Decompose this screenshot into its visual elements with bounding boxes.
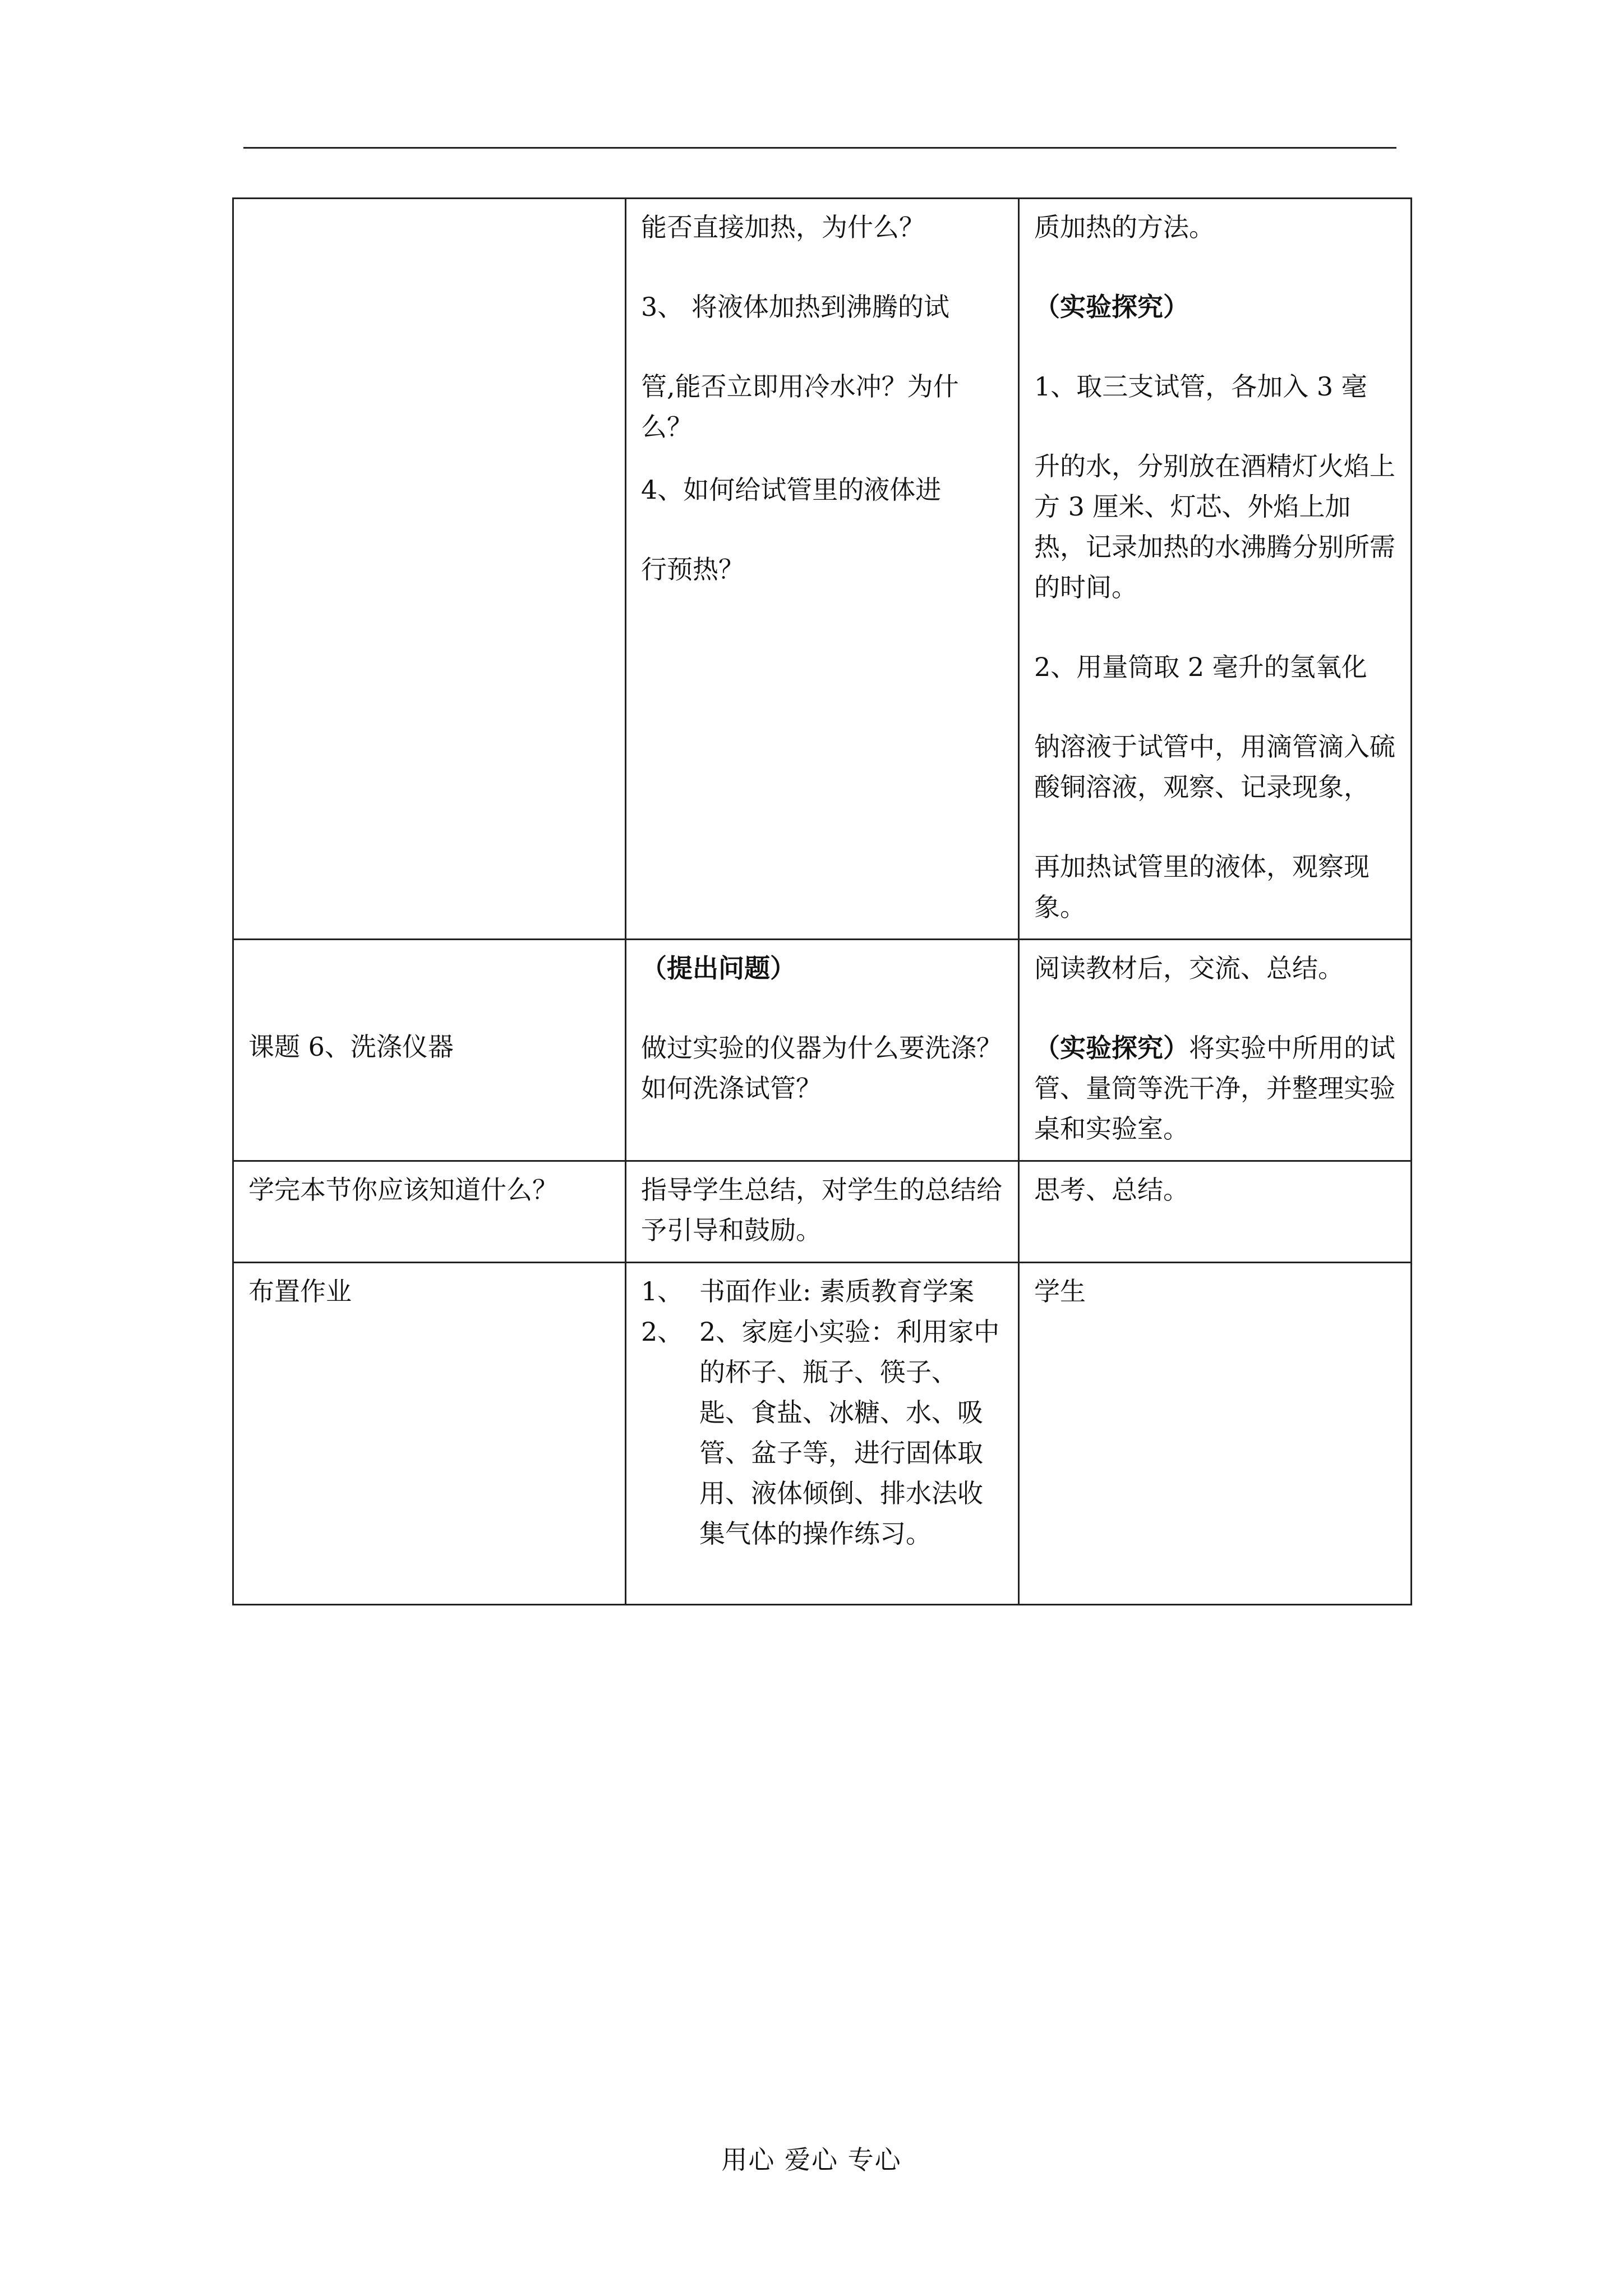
cell-text: 钠溶液于试管中，用滴管滴入硫酸铜溶液，观察、记录现象， [1034,731,1395,802]
cell-text: 2、用量筒取 2 毫升的氢氧化 [1034,652,1367,682]
cell-heading: （提出问题） [641,953,796,983]
table-cell-topic [233,940,626,1161]
table-cell-topic [233,1263,626,1605]
table-row [233,1161,1412,1263]
table-cell-student-activity [1019,1161,1412,1263]
table-cell-topic [233,199,626,940]
list-number: 1、 [641,1276,684,1306]
cell-text: 课题 6、洗涤仪器 [248,1032,454,1062]
cell-text: 再加热试管里的液体，观察现象。 [1034,852,1370,922]
cell-text: 3、 将液体加热到沸腾的试 [641,292,949,322]
table-cell-teacher-activity [626,940,1019,1161]
cell-text: 4、如何给试管里的液体进 [641,475,942,505]
homework-list [641,1271,1003,1554]
lesson-plan-table [232,197,1412,1605]
page-footer: 用心 爱心 专心 [721,2145,902,2175]
table-cell-teacher-activity [626,199,1019,940]
cell-heading: （实验探究） [1034,1033,1189,1063]
table-cell-student-activity [1019,940,1412,1161]
cell-text: 管,能否立即用冷水冲？为什么？ [641,371,959,442]
table-cell-teacher-activity [626,1161,1019,1263]
table-cell-student-activity [1019,199,1412,940]
cell-heading: （实验探究） [1034,292,1189,322]
cell-text: 行预热？ [641,554,744,585]
table-row [233,940,1412,1161]
cell-text: 学生 [1034,1276,1086,1306]
list-text: 书面作业: 素质教育学案 [699,1276,975,1306]
cell-text: 学完本节你应该知道什么？ [248,1175,558,1205]
cell-text: 质加热的方法。 [1034,212,1215,242]
list-item [641,1312,1003,1554]
table-cell-student-activity [1019,1263,1412,1605]
cell-text: 阅读教材后，交流、总结。 [1034,953,1344,983]
cell-text: 做过实验的仪器为什么要洗涤？如何洗涤试管？ [641,1033,1002,1103]
header-rule [243,147,1396,149]
table-cell-teacher-activity [626,1263,1019,1605]
list-number: 2、 [641,1317,684,1347]
list-text: 2、家庭小实验：利用家中的杯子、瓶子、筷子、匙、食盐、冰糖、水、吸管、盆子等，进行固体取用、液体倾倒、排水法收集气体的操作练习。 [699,1317,1000,1549]
table-row [233,199,1412,940]
cell-text: 升的水，分别放在酒精灯火焰上方 3 厘米、灯芯、外焰上加热，记录加热的水沸腾分别所需的时间。 [1034,451,1395,602]
list-item [641,1271,1003,1312]
cell-text: 布置作业 [248,1276,352,1306]
cell-text: 1、取三支试管，各加入 3 毫 [1034,371,1367,402]
cell-text: 能否直接加热，为什么？ [641,212,925,242]
cell-text: 指导学生总结，对学生的总结给予引导和鼓励。 [641,1175,1002,1245]
cell-text: 将实验中所用的试管、量筒等洗干净，并整理实验桌和实验室。 [1034,1033,1395,1144]
table-row [233,1263,1412,1605]
cell-text: 思考、总结。 [1034,1175,1189,1205]
table-cell-topic [233,1161,626,1263]
